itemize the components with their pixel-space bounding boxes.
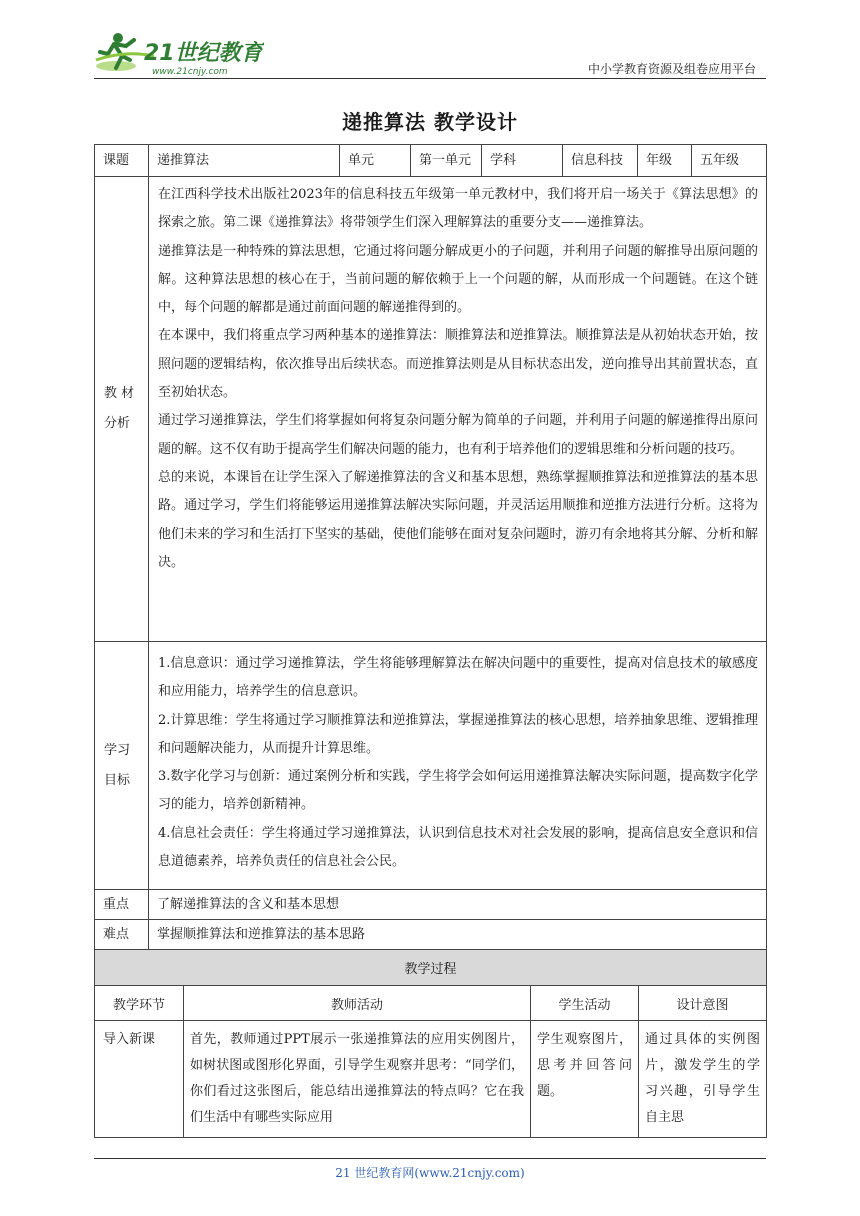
teaching-process-table <box>94 949 767 1138</box>
goals-content <box>149 642 767 890</box>
process-section-row <box>95 950 767 986</box>
logo-main-text: 21世纪教育 <box>144 41 263 66</box>
unit-label: 单元 <box>340 145 411 177</box>
difficulty-row <box>95 920 767 950</box>
design-intent: 通过具体的实例图片，激发学生的学习兴趣，引导学生自主思 <box>639 1021 767 1138</box>
goal-item: 2.计算思维：学生将通过学习顺推算法和逆推算法，掌握递推算法的核心思想，培养抽象思维、逻辑推理和问题解决能力，从而提升计算思维。 <box>158 712 758 756</box>
lesson-plan-table <box>94 144 767 950</box>
analysis-label-line2: 分析 <box>104 416 131 431</box>
document-title: 递推算法 教学设计 <box>342 110 518 134</box>
key-point-row <box>95 890 767 920</box>
column-header-student: 学生活动 <box>531 986 639 1021</box>
grade-value: 五年级 <box>692 145 767 177</box>
subject-value: 信息科技 <box>563 145 638 177</box>
process-header-row <box>95 986 767 1021</box>
difficulty-label: 难点 <box>95 920 149 950</box>
goals-label-line2: 目标 <box>104 772 131 788</box>
goals-label-line1: 学习 <box>104 742 131 758</box>
teacher-activity: 首先，教师通过PPT展示一张递推算法的应用实例图片，如树状图或图形化界面，引导学生观察并思考：“同学们，你们看过这张图后，能总结出递推算法的特点吗？它在我们生活中有哪些实际应用 <box>184 1021 531 1138</box>
site-logo <box>94 30 264 78</box>
header-divider <box>94 78 766 79</box>
goal-item: 3.数字化学习与创新：通过案例分析和实践，学生将学会如何运用递推算法解决实际问题，提高数字化学习的能力，培养创新精神。 <box>158 769 758 813</box>
info-row <box>95 145 767 177</box>
goals-row <box>95 642 767 890</box>
process-row <box>95 1021 767 1138</box>
grade-label: 年级 <box>638 145 692 177</box>
column-header-stage: 教学环节 <box>95 986 184 1021</box>
footer-divider <box>94 1158 766 1159</box>
goal-item: 1.信息意识：通过学习递推算法，学生将能够理解算法在解决问题中的重要性，提高对信息技术的敏感度和应用能力，培养学生的信息意识。 <box>158 656 758 700</box>
analysis-paragraph: 在本课中，我们将重点学习两种基本的递推算法：顺推算法和逆推算法。顺推算法是从初始状态开始，按照问题的逻辑结构，依次推导出后续状态。而逆推算法则是从目标状态出发，逆向推导出其前置状态，直至初始状态。 <box>158 328 758 401</box>
goal-item: 4.信息社会责任：学生将通过学习递推算法，认识到信息技术对社会发展的影响，提高信息安全意识和信息道德素养，培养负责任的信息社会公民。 <box>158 825 758 870</box>
analysis-paragraph: 通过学习递推算法，学生们将掌握如何将复杂问题分解为简单的子问题，并利用子问题的解递推得出原问题的解。这不仅有助于提高学生们解决问题的能力，也有利于培养他们的逻辑思维和分析问题的技巧。 <box>158 413 758 457</box>
column-header-intent: 设计意图 <box>639 986 767 1021</box>
page-header <box>94 30 766 82</box>
footer-link[interactable]: 21 世纪教育网(www.21cnjy.com) <box>335 1166 525 1180</box>
runner-logo-icon <box>94 30 264 78</box>
analysis-paragraph: 递推算法是一种特殊的算法思想，它通过将问题分解成更小的子问题，并利用子问题的解推导出原问题的解。这种算法思想的核心在于，当前问题的解依赖于上一个问题的解，从而形成一个问题链。在这个链中，每个问题的解都是通过前面问题的解递推得到的。 <box>158 243 758 316</box>
topic-label: 课题 <box>95 145 149 177</box>
analysis-label-line1: 教 材 <box>104 386 135 401</box>
analysis-paragraph: 总的来说，本课旨在让学生深入了解递推算法的含义和基本思想，熟练掌握顺推算法和逆推算法的基本思路。通过学习，学生们将能够运用递推算法解决实际问题，并灵活运用顺推和逆推方法进行分析。这将为他们未来的学习和生活打下坚实的基础，使他们能够在面对复杂问题时，游刃有余地将其分解、分析和解决。 <box>158 469 758 570</box>
key-point-value: 了解递推算法的含义和基本思想 <box>149 890 767 920</box>
logo-sub-text: www.21cnjy.com <box>152 67 228 77</box>
analysis-label <box>95 177 149 642</box>
analysis-paragraph: 在江西科学技术出版社2023年的信息科技五年级第一单元教材中，我们将开启一场关于《算法思想》的探索之旅。第二课《递推算法》将带领学生们深入理解算法的重要分支——递推算法。 <box>158 187 758 231</box>
analysis-content <box>149 177 767 642</box>
topic-value: 递推算法 <box>149 145 340 177</box>
difficulty-value: 掌握顺推算法和逆推算法的基本思路 <box>149 920 767 950</box>
platform-name: 中小学教育资源及组卷应用平台 <box>587 62 756 76</box>
unit-value: 第一单元 <box>411 145 482 177</box>
process-stage: 导入新课 <box>95 1021 184 1138</box>
student-activity: 学生观察图片，思考并回答问题。 <box>531 1021 639 1138</box>
column-header-teacher: 教师活动 <box>184 986 531 1021</box>
key-point-label: 重点 <box>95 890 149 920</box>
subject-label: 学科 <box>482 145 563 177</box>
goals-label <box>95 642 149 890</box>
process-section-title: 教学过程 <box>95 950 767 986</box>
analysis-row <box>95 177 767 642</box>
